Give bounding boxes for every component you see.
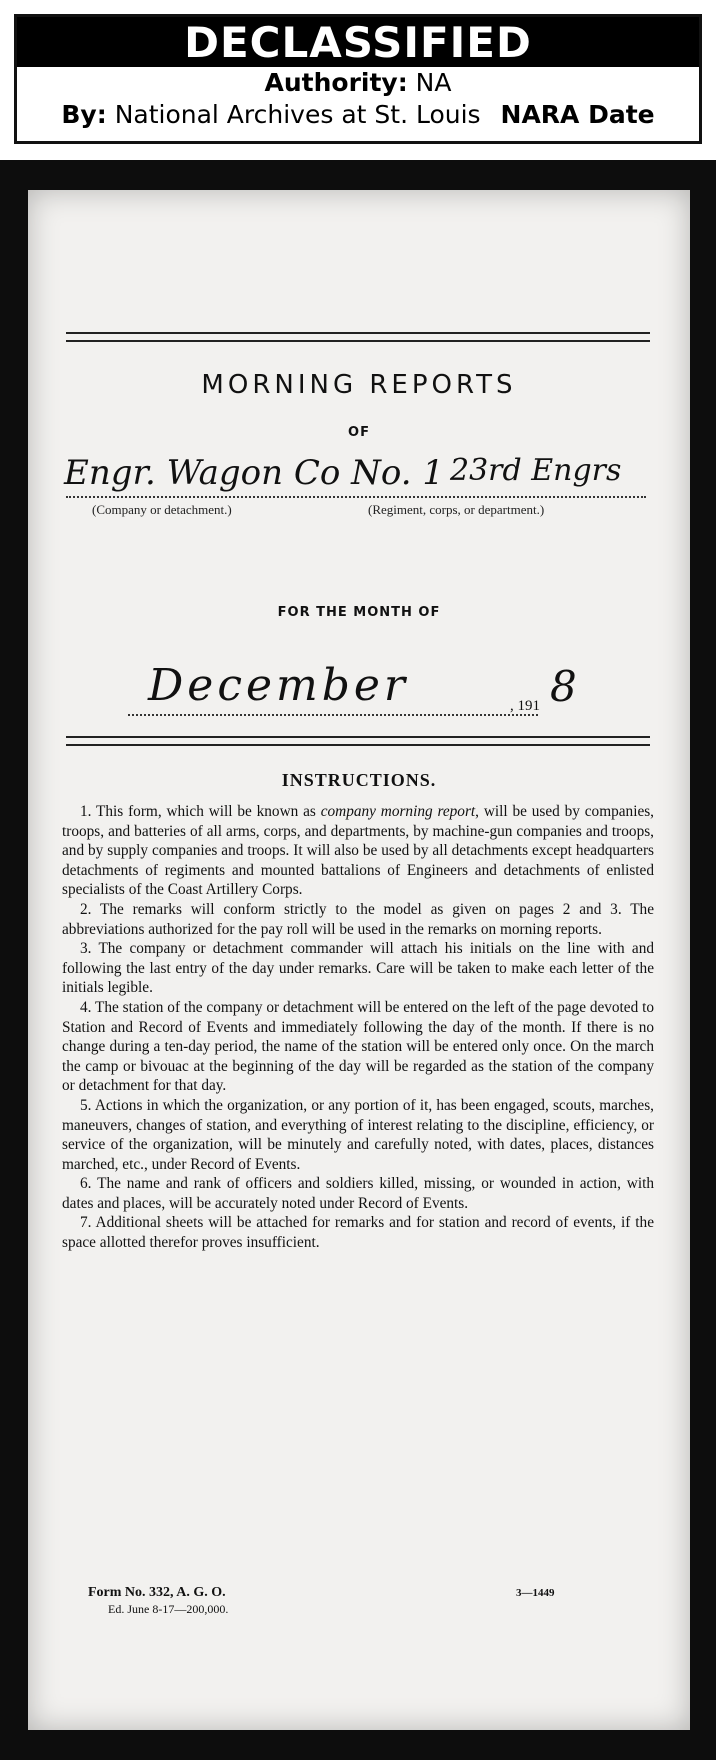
form-number-block (88, 1585, 228, 1617)
morning-report-form (28, 190, 690, 1730)
nara-date-label: NARA Date (500, 100, 655, 129)
regiment-handwritten: 23rd Engrs (450, 453, 622, 488)
declassification-banner (14, 14, 702, 144)
company-handwritten: Engr. Wagon Co No. 1 (64, 453, 444, 493)
year-printed: , 191 (510, 698, 540, 714)
of-label: OF (348, 425, 370, 440)
print-code: 3—1449 (516, 1587, 555, 1599)
instructions-list (62, 802, 654, 1253)
company-caption: (Company or detachment.) (92, 502, 232, 517)
authority-line (17, 67, 699, 99)
authority-value: NA (415, 68, 452, 97)
for-month-label: FOR THE MONTH OF (277, 605, 441, 620)
instruction-item: 1. This form, which will be known as company morning report, will be used by companies, troops, and batteries of all arms, corps, and departments, by machine-gun companies and troops, and by supply companies and troops. It will also be used by all detachments except headquarters detachments of regiments and mounted battalions of Engineers and detachments of enlisted specialists of the Coast Artillery Corps. (62, 803, 655, 899)
scanned-document (0, 160, 716, 1760)
instruction-item: 5. Actions in which the organization, or any portion of it, has been engaged, scouts, marches, maneuvers, changes of station, and everything of interest relating to the discipline, efficiency, or service of the organization, will be minutely and carefully noted, with dates, places, distances marched, etc., under Record of Events. (62, 1096, 654, 1173)
by-line (17, 99, 699, 131)
month-line (128, 714, 538, 716)
top-rule (66, 332, 650, 342)
by-label: By: (61, 100, 107, 129)
instruction-item: 6. The name and rank of officers and soldiers killed, missing, or wounded in action, with dates and places, will be accurately noted under Record of Events. (62, 1175, 654, 1212)
company-line (66, 496, 646, 498)
instruction-item: 2. The remarks will conform strictly to the model as given on pages 2 and 3. The abbreviations authorized for the pay roll will be used in the remarks on morning reports. (62, 900, 654, 938)
instruction-item: 7. Additional sheets will be attached for remarks and for station and record of events, if the space allotted therefor proves insufficient. (62, 1214, 654, 1252)
year-handwritten: 8 (550, 662, 577, 711)
banner-title: DECLASSIFIED (17, 17, 699, 67)
form-number: Form No. 332, A. G. O. (88, 1585, 226, 1600)
regiment-caption: (Regiment, corps, or department.) (368, 502, 545, 517)
authority-label: Authority: (264, 68, 408, 97)
instruction-item: 3. The company or detachment commander will attach his initials on the line with and following the last entry of the day under remarks. Care will be taken to make each letter of the initials legible. (62, 940, 654, 997)
form-title: MORNING REPORTS (201, 370, 517, 400)
by-value: National Archives at St. Louis (114, 100, 481, 129)
month-handwritten: December (148, 660, 409, 711)
edition: Ed. June 8-17—200,000. (108, 1602, 229, 1616)
middle-rule (66, 736, 650, 746)
instruction-item: 4. The station of the company or detachment will be entered on the left of the page devoted to Station and Record of Events and immediately following the day of the month. If there is no change during a ten-day period, the name of the station will be entered only once. On the march the camp or bivouac at the beginning of the day will be regarded as the station of the company or detachment for that day. (62, 998, 654, 1095)
instructions-heading: INSTRUCTIONS. (281, 770, 437, 790)
